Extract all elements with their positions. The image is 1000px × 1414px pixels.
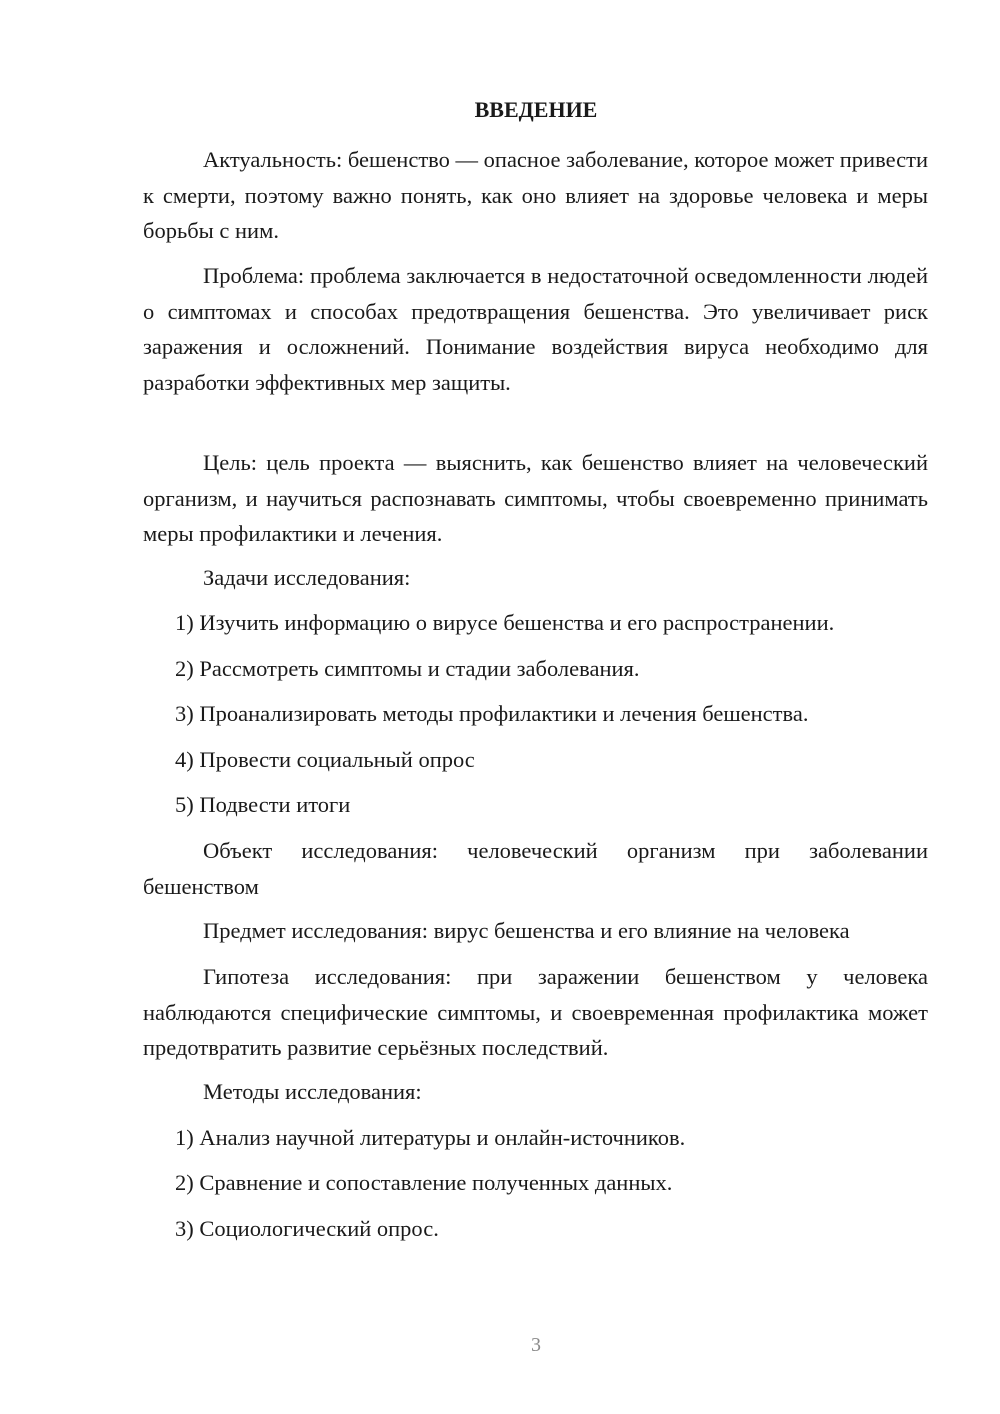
section-title: ВВЕДЕНИЕ (474, 97, 598, 122)
task-item: 2) Рассмотреть симптомы и стадии заболевания. (175, 656, 640, 681)
task-item: 5) Подвести итоги (175, 792, 351, 817)
tasks-heading: Задачи исследования: (203, 565, 411, 590)
paragraph-problem: Проблема: проблема заключается в недостаточной осведомленности людей о симптомах и способах предотвращения бешенства. Это увеличивает риск заражения и осложнений. Понимание воздействия вируса необходимо для разработки эффективных мер защиты. (143, 263, 928, 395)
paragraph-goal: Цель: цель проекта — выяснить, как бешенство влияет на человеческий организм, и научиться распознавать симптомы, чтобы своевременно принимать меры профилактики и лечения. (143, 450, 928, 546)
paragraph-object: Объект исследования: человеческий организм при заболевании бешенством (143, 838, 928, 899)
paragraph-hypothesis: Гипотеза исследования: при заражении бешенством у человека наблюдаются специфические симптомы, и своевременная профилактика может предотвратить развитие серьёзных последствий. (143, 964, 928, 1060)
task-item: 1) Изучить информацию о вирусе бешенства и его распространении. (175, 610, 835, 635)
method-item: 2) Сравнение и сопоставление полученных данных. (175, 1170, 673, 1195)
method-item: 3) Социологический опрос. (175, 1216, 439, 1241)
task-item: 4) Провести социальный опрос (175, 747, 475, 772)
paragraph-subject: Предмет исследования: вирус бешенства и его влияние на человека (203, 918, 850, 943)
task-item: 3) Проанализировать методы профилактики и лечения бешенства. (175, 701, 809, 726)
paragraph-relevance: Актуальность: бешенство — опасное заболевание, которое может привести к смерти, поэтому важно понять, как оно влияет на здоровье человека и меры борьбы с ним. (143, 147, 928, 243)
page-number: 3 (531, 1334, 541, 1356)
methods-heading: Методы исследования: (203, 1079, 422, 1104)
method-item: 1) Анализ научной литературы и онлайн-источников. (175, 1125, 686, 1150)
